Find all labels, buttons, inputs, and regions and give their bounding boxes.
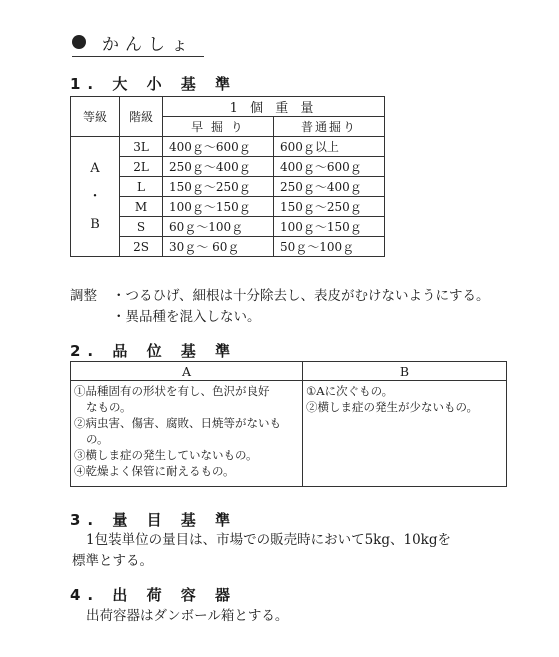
size-standard-table	[70, 96, 385, 257]
adjust-line: ・異品種を混入しない。	[112, 309, 261, 325]
title-text: かんしょ	[102, 34, 194, 55]
quality-standard-table	[70, 361, 507, 487]
grade-cell	[71, 137, 120, 257]
normal-cell: 250ｇ～400ｇ	[274, 177, 385, 197]
header-normal-dig: 普通掘り	[274, 117, 385, 137]
normal-cell: 150ｇ～250ｇ	[274, 197, 385, 217]
early-cell: 150ｇ～250ｇ	[163, 177, 274, 197]
list-item: ②横しま症の発生が少ないもの。	[306, 400, 479, 414]
class-cell: 2S	[120, 237, 163, 257]
bullet-dot-icon	[72, 35, 86, 49]
section-3-heading: 3. 量 目 基 準	[70, 511, 238, 529]
list-item-cont: の。	[86, 432, 109, 446]
early-cell: 400ｇ～600ｇ	[163, 137, 274, 157]
early-cell: 100ｇ～150ｇ	[163, 197, 274, 217]
header-col-b: B	[303, 362, 507, 381]
list-item: ②病虫害、傷害、腐敗、日焼等がないも	[74, 416, 281, 430]
list-item-cont: なもの。	[86, 400, 132, 414]
class-cell: M	[120, 197, 163, 217]
section-3-text: 標準とする。	[72, 553, 153, 569]
normal-cell: 400ｇ～600ｇ	[274, 157, 385, 177]
header-col-a: A	[71, 362, 303, 381]
grade-label: B	[90, 216, 100, 232]
title-underline	[72, 56, 204, 57]
header-grade: 等級	[71, 97, 120, 137]
grade-label: ・	[88, 188, 102, 204]
grade-a-cell	[71, 381, 303, 487]
adjust-label: 調整	[70, 288, 97, 304]
page-title	[72, 30, 194, 54]
class-cell: 3L	[120, 137, 163, 157]
section-4-text: 出荷容器はダンボール箱とする。	[86, 608, 289, 624]
normal-cell: 600ｇ以上	[274, 137, 385, 157]
section-2-heading: 2. 品 位 基 準	[70, 342, 238, 360]
grade-label: A	[90, 160, 100, 176]
normal-cell: 100ｇ～150ｇ	[274, 217, 385, 237]
class-cell: S	[120, 217, 163, 237]
header-class: 階級	[120, 97, 163, 137]
normal-cell: 50ｇ～100ｇ	[274, 237, 385, 257]
early-cell: 30ｇ～ 60ｇ	[163, 237, 274, 257]
class-cell: L	[120, 177, 163, 197]
grade-b-cell	[303, 381, 507, 487]
header-early-dig: 早 掘 り	[163, 117, 274, 137]
list-item: ③横しま症の発生していないもの。	[74, 448, 258, 462]
section-4-heading: 4. 出 荷 容 器	[70, 586, 238, 604]
list-item: ①品種固有の形状を有し、色沢が良好	[74, 384, 270, 398]
early-cell: 250ｇ～400ｇ	[163, 157, 274, 177]
header-weight: 1 個 重 量	[163, 97, 385, 117]
list-item: ①Aに次ぐもの。	[306, 384, 394, 398]
adjust-line: ・つるひげ、細根は十分除去し、表皮がむけないようにする。	[112, 288, 490, 304]
section-1-heading: 1. 大 小 基 準	[70, 75, 238, 93]
table-row	[71, 137, 385, 157]
list-item: ④乾燥よく保管に耐えるもの。	[74, 464, 235, 478]
class-cell: 2L	[120, 157, 163, 177]
section-3-text: 1包装単位の量目は、市場での販売時において5kg、10kgを	[86, 532, 452, 548]
early-cell: 60ｇ～100ｇ	[163, 217, 274, 237]
